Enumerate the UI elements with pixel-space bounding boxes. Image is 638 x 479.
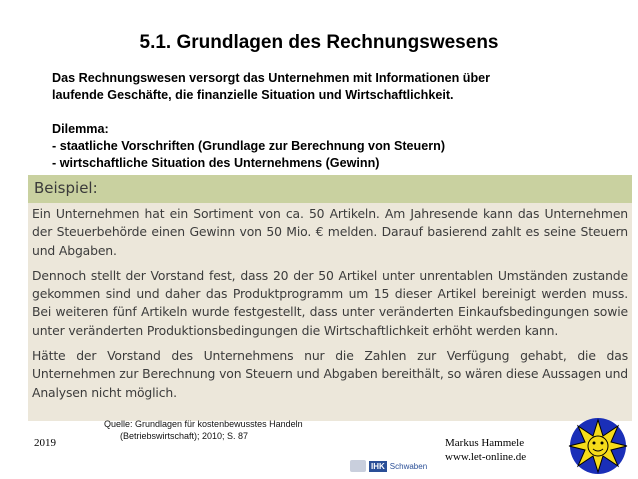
example-header-bar — [28, 175, 632, 203]
slide-title: 5.1. Grundlagen des Rechnungswesens — [139, 32, 499, 53]
example-body — [32, 205, 628, 409]
author-website[interactable]: www.let-online.de — [445, 451, 527, 463]
intro-line-1: Das Rechnungswesen versorgt das Unternehmen mit Informationen über — [52, 71, 491, 85]
dilemma-heading: Dilemma: — [52, 122, 109, 136]
example-paragraph-2: Dennoch stellt der Vorstand fest, dass 20 der 50 Artikel unter unrentablen Umständen zustande gekommen sind und daher das Produktprogramm um 15 dieser Artikel bereinigt werden muss. Bei weiteren fünf Artikeln wurde festgestellt, dass unter veränderten Einkaufsbedingungen sowie unter veränderten Produktionsbedingungen die Wirtschaftlichkeit erhöht werden kann. — [32, 267, 628, 338]
footer-author — [445, 436, 526, 464]
intro-text — [52, 70, 612, 172]
example-scan — [28, 175, 632, 421]
intro-line-2: laufende Geschäfte, die finanzielle Situation und Wirtschaftlichkeit. — [52, 88, 454, 102]
ihk-mark-icon — [350, 460, 366, 472]
dilemma-item-2: - wirtschaftliche Situation des Unternehmens (Gewinn) — [52, 156, 380, 170]
sun-logo-icon — [566, 416, 630, 476]
source-line-1: Quelle: Grundlagen für kostenbewusstes Handeln — [104, 419, 303, 429]
example-heading: Beispiel: — [34, 179, 98, 197]
ihk-logo — [350, 459, 440, 473]
spacer — [52, 104, 612, 121]
source-citation — [104, 418, 303, 442]
footer-year: 2019 — [34, 437, 56, 449]
source-line-2: (Betriebswirtschaft); 2010; S. 87 — [120, 431, 249, 441]
example-paragraph-3: Hätte der Vorstand des Unternehmens nur die Zahlen zur Verfügung gehabt, die das Unternehmen zur Berechnung von Steuern und Abgaben bereithält, so wären diese Aussagen und Analysen nicht möglich. — [32, 348, 628, 400]
ihk-logo-box: IHK — [371, 461, 385, 471]
author-name: Markus Hammele — [445, 437, 525, 449]
ihk-logo-text: Schwaben — [389, 461, 428, 471]
dilemma-item-1: - staatliche Vorschriften (Grundlage zur Berechnung von Steuern) — [52, 139, 446, 153]
example-paragraph-1: Ein Unternehmen hat ein Sortiment von ca. 50 Artikeln. Am Jahresende kann das Unternehmen der Steuerbehörde einen Gewinn von 50 Mio. € melden. Darauf basierend zahlt es seine Steuern und Abgaben. — [32, 206, 628, 258]
